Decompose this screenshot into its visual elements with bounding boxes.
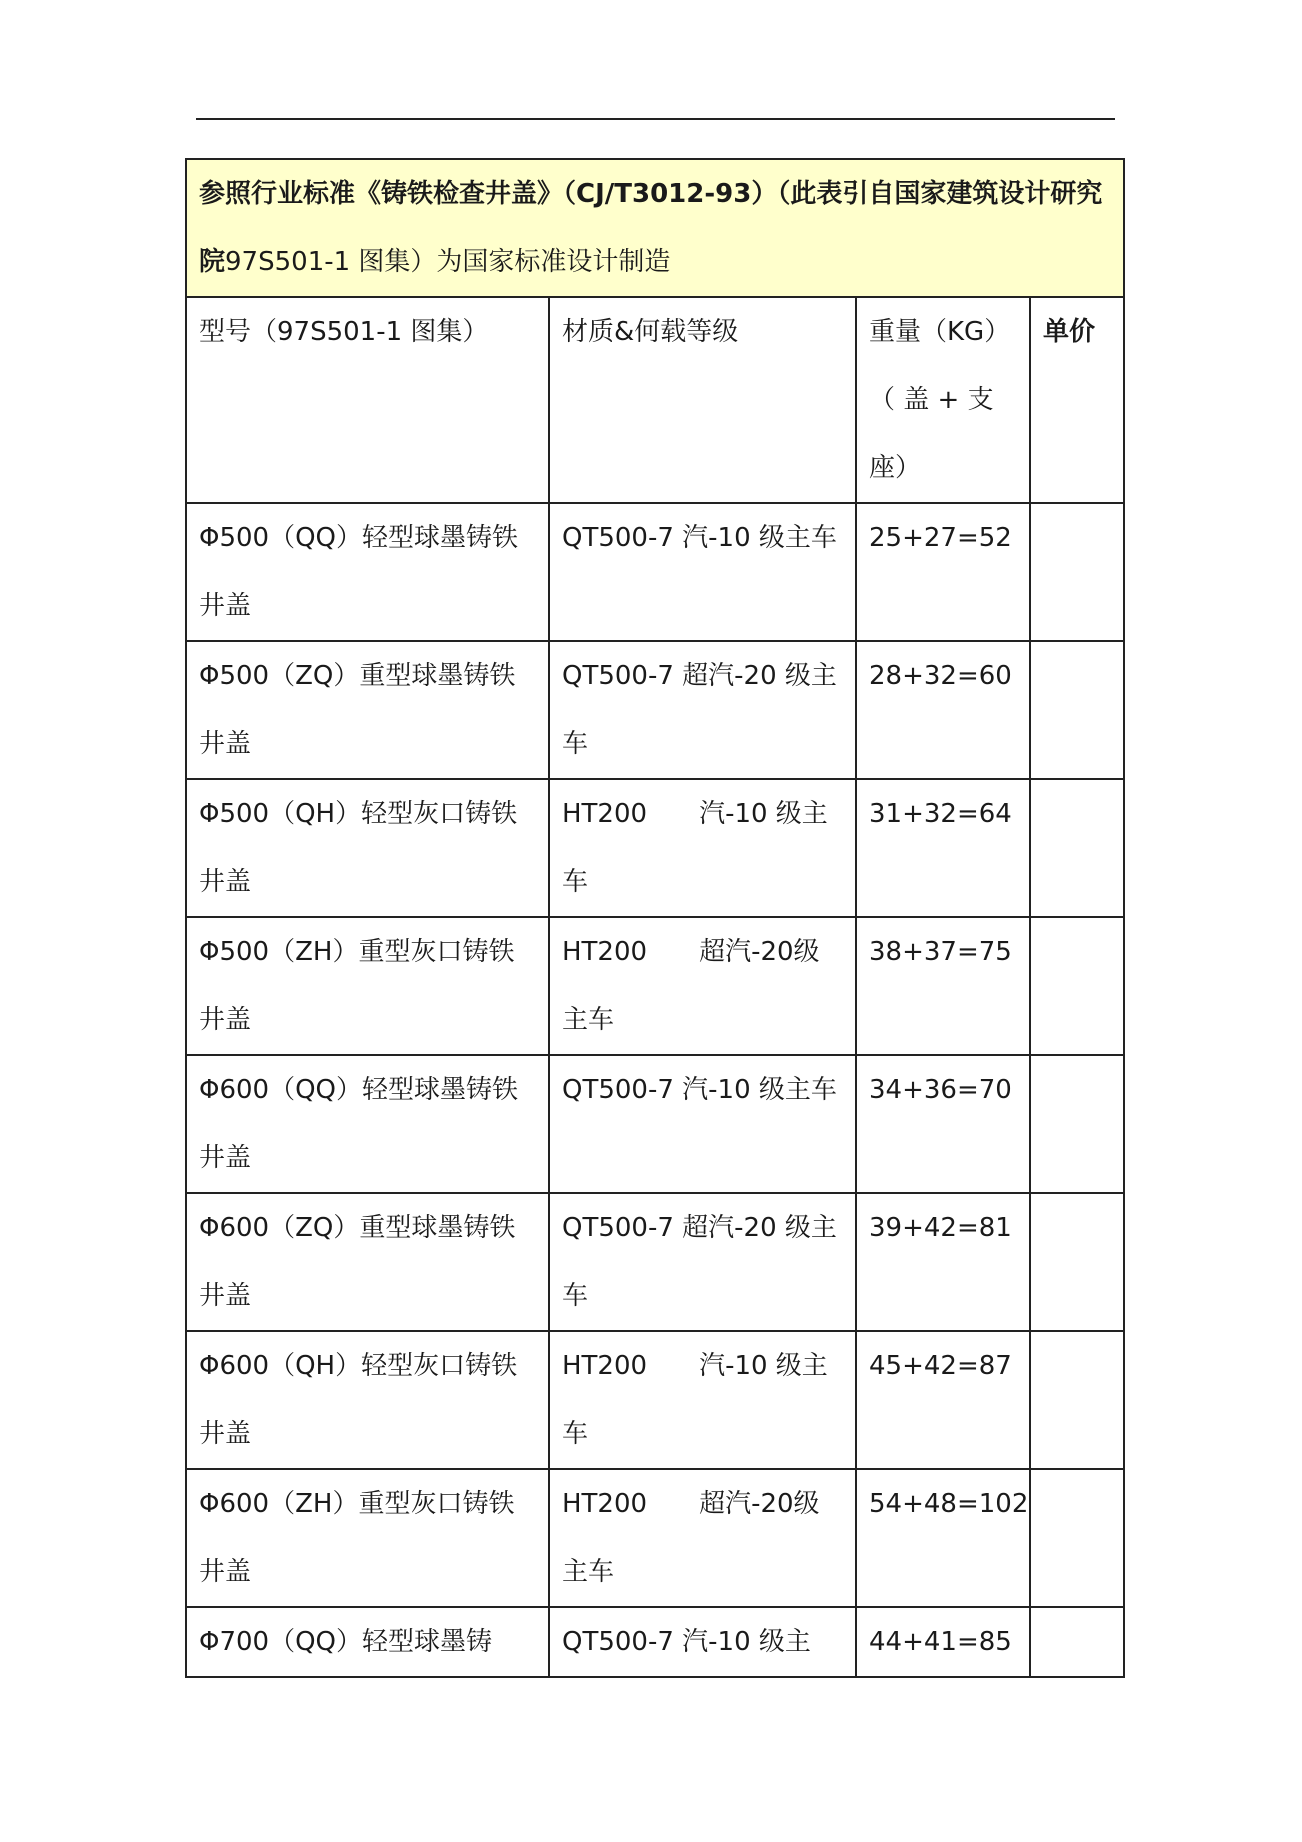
cell-price — [1030, 779, 1124, 917]
cell-material: QT500-7 汽-10 级主 — [549, 1607, 856, 1677]
cell-weight: 39+42=81 — [856, 1193, 1030, 1331]
header-rule — [196, 118, 1115, 120]
header-weight: 重量（KG）（ 盖 + 支座） — [856, 297, 1030, 503]
cell-weight: 45+42=87 — [856, 1331, 1030, 1469]
spec-table — [185, 158, 1125, 1678]
cell-price — [1030, 1607, 1124, 1677]
cell-price — [1030, 1469, 1124, 1607]
cell-weight: 25+27=52 — [856, 503, 1030, 641]
header-material: 材质&何载等级 — [549, 297, 856, 503]
cell-model: Φ500（QH）轻型灰口铸铁井盖 — [186, 779, 549, 917]
table-row — [186, 641, 1124, 779]
cell-price — [1030, 503, 1124, 641]
cell-material: HT200 超汽-20级主车 — [549, 1469, 856, 1607]
cell-weight: 38+37=75 — [856, 917, 1030, 1055]
table-row — [186, 503, 1124, 641]
header-model: 型号（97S501-1 图集） — [186, 297, 549, 503]
header-row — [186, 297, 1124, 503]
cell-model: Φ600（ZH）重型灰口铸铁井盖 — [186, 1469, 549, 1607]
cell-model: Φ500（ZH）重型灰口铸铁井盖 — [186, 917, 549, 1055]
cell-weight: 31+32=64 — [856, 779, 1030, 917]
cell-weight: 34+36=70 — [856, 1055, 1030, 1193]
cell-material: HT200 汽-10 级主车 — [549, 1331, 856, 1469]
cell-model: Φ700（QQ）轻型球墨铸 — [186, 1607, 549, 1677]
table-row — [186, 917, 1124, 1055]
title-part2: 97S501-1 图集）为国家标准设计制造 — [225, 247, 671, 277]
table-row — [186, 1469, 1124, 1607]
cell-price — [1030, 1055, 1124, 1193]
cell-weight: 54+48=102 — [856, 1469, 1030, 1607]
table-row — [186, 1331, 1124, 1469]
cell-material: QT500-7 汽-10 级主车 — [549, 503, 856, 641]
cell-material: QT500-7 汽-10 级主车 — [549, 1055, 856, 1193]
cell-weight: 44+41=85 — [856, 1607, 1030, 1677]
cell-model: Φ600（QH）轻型灰口铸铁井盖 — [186, 1331, 549, 1469]
table-row — [186, 1055, 1124, 1193]
table-row — [186, 1607, 1124, 1677]
cell-model: Φ600（QQ）轻型球墨铸铁井盖 — [186, 1055, 549, 1193]
cell-material: QT500-7 超汽-20 级主车 — [549, 1193, 856, 1331]
table-title — [186, 159, 1124, 297]
cell-price — [1030, 917, 1124, 1055]
cell-material: HT200 超汽-20级主车 — [549, 917, 856, 1055]
table-row — [186, 779, 1124, 917]
cell-material: QT500-7 超汽-20 级主车 — [549, 641, 856, 779]
table-row — [186, 1193, 1124, 1331]
title-part1: 参照行业标准《铸铁检查井盖》（CJ/T3012-93）（此表引自国家建筑设计研究院 — [199, 179, 1103, 277]
cell-price — [1030, 1193, 1124, 1331]
cell-price — [1030, 1331, 1124, 1469]
cell-material: HT200 汽-10 级主车 — [549, 779, 856, 917]
cell-model: Φ500（QQ）轻型球墨铸铁井盖 — [186, 503, 549, 641]
header-price: 单价 — [1030, 297, 1124, 503]
cell-model: Φ500（ZQ）重型球墨铸铁井盖 — [186, 641, 549, 779]
cell-weight: 28+32=60 — [856, 641, 1030, 779]
cell-model: Φ600（ZQ）重型球墨铸铁井盖 — [186, 1193, 549, 1331]
cell-price — [1030, 641, 1124, 779]
